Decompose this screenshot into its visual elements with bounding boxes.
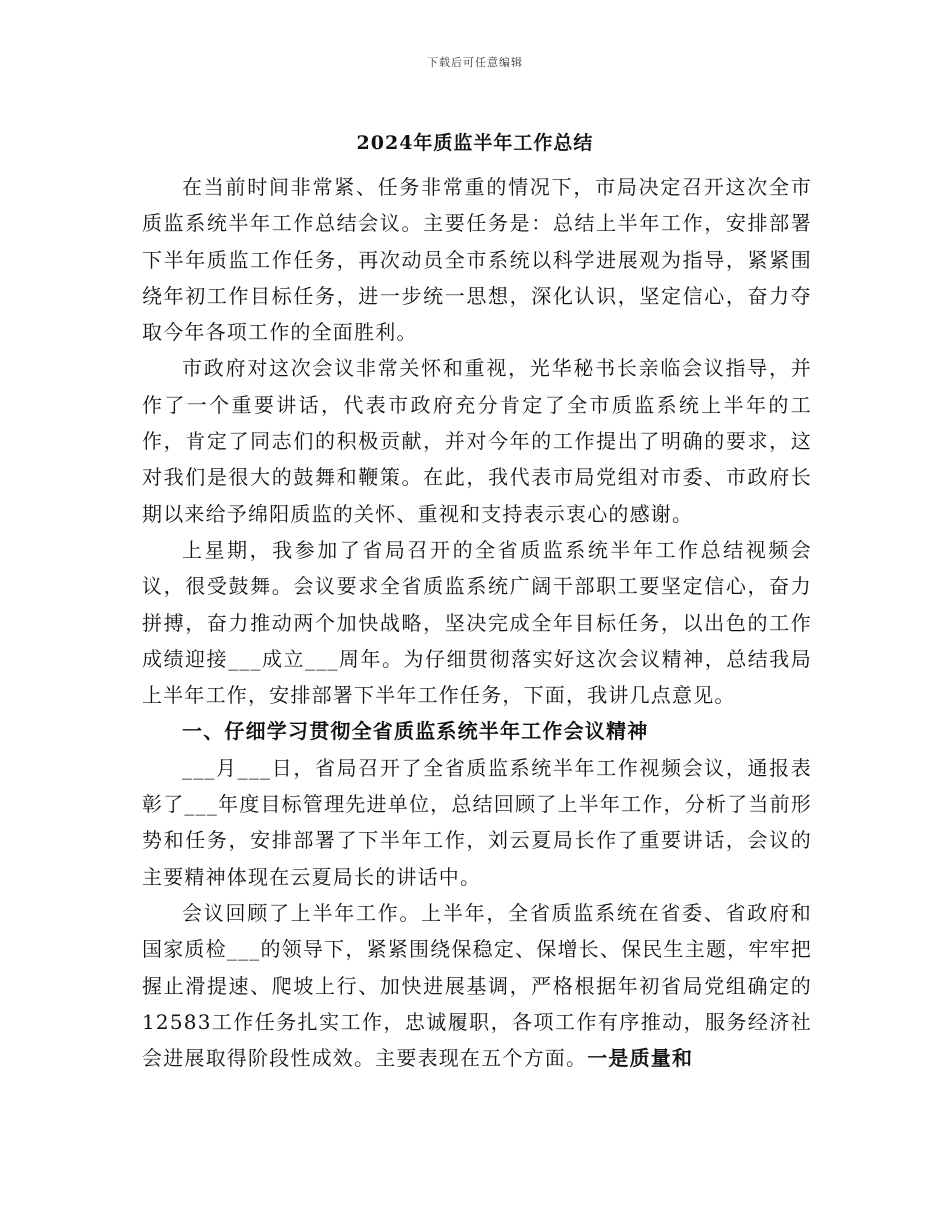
section-heading: 一、仔细学习贯彻全省质监系统半年工作会议精神 bbox=[182, 719, 649, 744]
section-paragraph-1: ___月___日，省局召开了全省质监系统半年工作视频会议，通报表彰了___年度目标管理先进单位，总结回顾了上半年工作，分析了当前形势和任务，安排部署了下半年工作，刘云夏局长作了重要讲话，会议的主要精神体现在云夏局长的讲话中。 bbox=[142, 755, 812, 889]
page-header-note: 下载后可任意编辑 bbox=[427, 56, 523, 69]
body-paragraph-1: 在当前时间非常紧、任务非常重的情况下，市局决定召开这次全市质监系统半年工作总结会议。主要任务是：总结上半年工作，安排部署下半年质监工作任务，再次动员全市系统以科学进展观为指导，紧紧围绕年初工作目标任务，进一步统一思想，深化认识，坚定信心，奋力夺取今年各项工作的全面胜利。 bbox=[142, 175, 812, 345]
document-body bbox=[142, 169, 812, 1076]
document-title: 2024年质监半年工作总结 bbox=[356, 132, 594, 154]
body-paragraph-3: 上星期，我参加了省局召开的全省质监系统半年工作总结视频会议，很受鼓舞。会议要求全省质监系统广阔干部职工要坚定信心，奋力拼搏，奋力推动两个加快战略，坚决完成全年目标任务，以出色的工作成绩迎接___成立___周年。为仔细贯彻落实好这次会议精神，总结我局上半年工作，安排部署下半年工作任务，下面，我讲几点意见。 bbox=[142, 537, 812, 708]
section-paragraph-2-text: 会议回顾了上半年工作。上半年，全省质监系统在省委、省政府和国家质检___的领导下，紧紧围绕保稳定、保增长、保民生主题，牢牢把握止滑提速、爬坡上行、加快进展基调，严格根据年初省局党组确定的12583工作任务扎实工作，忠诚履职，各项工作有序推动，服务经济社会进展取得阶段性成效。主要表现在五个方面。 bbox=[142, 900, 812, 1071]
body-paragraph-2: 市政府对这次会议非常关怀和重视，光华秘书长亲临会议指导，并作了一个重要讲话，代表市政府充分肯定了全市质监系统上半年的工作，肯定了同志们的积极贡献，并对今年的工作提出了明确的要求，这对我们是很大的鼓舞和鞭策。在此，我代表市局党组对市委、市政府长期以来给予绵阳质监的关怀、重视和支持表示衷心的感谢。 bbox=[142, 356, 812, 526]
section-paragraph-2-bold-lead: 一是质量和 bbox=[587, 1046, 694, 1071]
section-paragraph-2 bbox=[142, 895, 812, 1076]
